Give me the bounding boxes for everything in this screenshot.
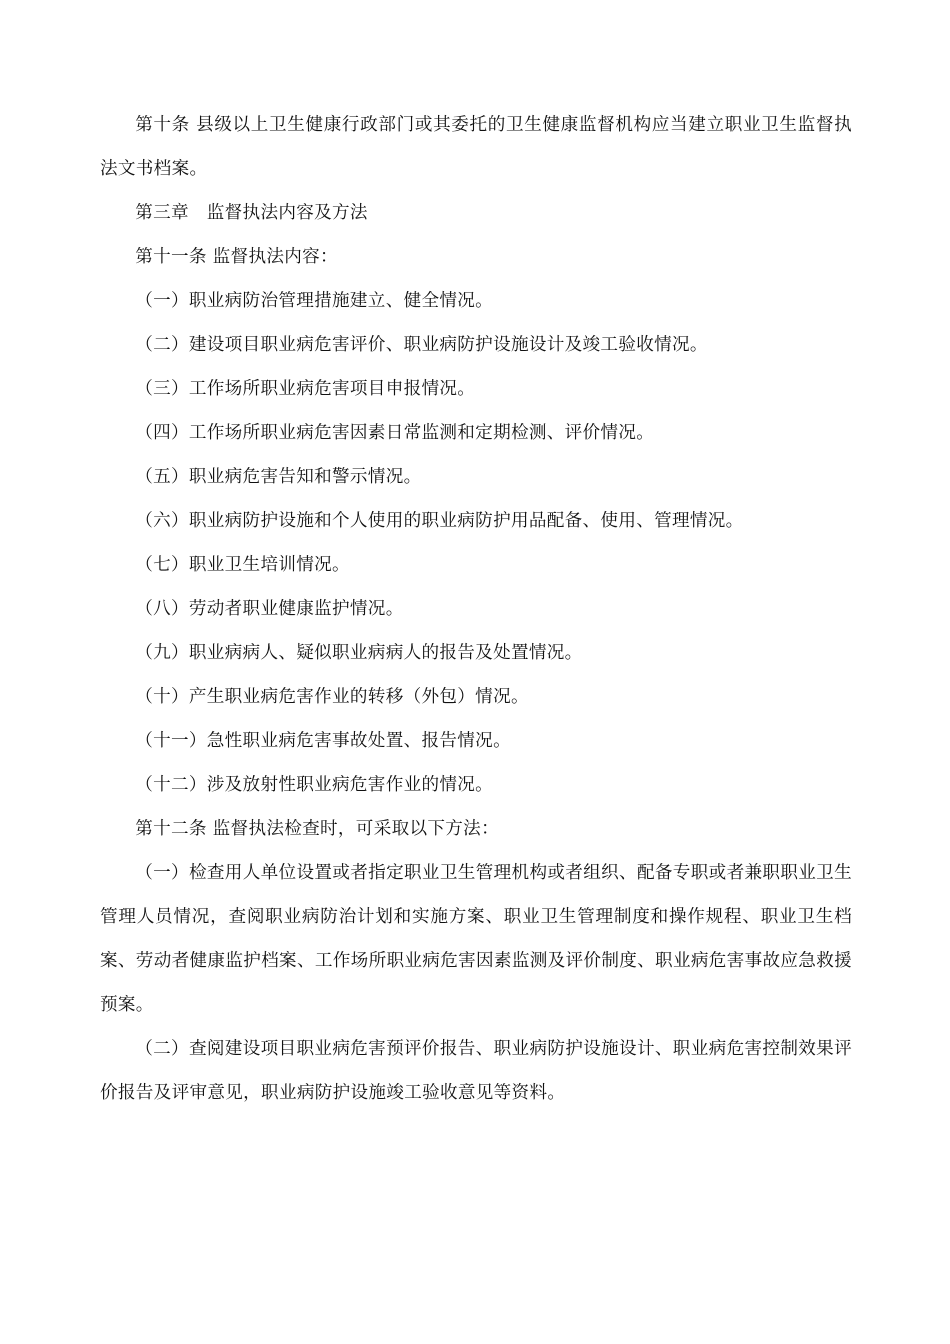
article-11-item-4: （四）工作场所职业病危害因素日常监测和定期检测、评价情况。 bbox=[135, 423, 655, 443]
article-11-item-5: （五）职业病危害告知和警示情况。 bbox=[135, 467, 422, 487]
article-11-item-9: （九）职业病病人、疑似职业病病人的报告及处置情况。 bbox=[135, 643, 583, 663]
article-11-item-10: （十）产生职业病危害作业的转移（外包）情况。 bbox=[135, 687, 529, 707]
article-10-paragraph: 第十条 县级以上卫生健康行政部门或其委托的卫生健康监督机构应当建立职业卫生监督执法文书档案。 bbox=[100, 115, 852, 179]
chapter-3-heading: 第三章 监督执法内容及方法 bbox=[135, 203, 368, 223]
article-12-paragraph: 第十二条 监督执法检查时，可采取以下方法： bbox=[135, 819, 499, 839]
article-11-item-7: （七）职业卫生培训情况。 bbox=[135, 555, 350, 575]
article-11-item-6: （六）职业病防护设施和个人使用的职业病防护用品配备、使用、管理情况。 bbox=[135, 511, 744, 531]
article-11-item-8: （八）劳动者职业健康监护情况。 bbox=[135, 599, 404, 619]
article-12-item-2: （二）查阅建设项目职业病危害预评价报告、职业病防护设施设计、职业病危害控制效果评价报告及评审意见，职业病防护设施竣工验收意见等资料。 bbox=[100, 1039, 852, 1103]
article-11-item-3: （三）工作场所职业病危害项目申报情况。 bbox=[135, 379, 476, 399]
article-11-paragraph: 第十一条 监督执法内容： bbox=[135, 247, 338, 267]
article-11-item-1: （一）职业病防治管理措施建立、健全情况。 bbox=[135, 291, 494, 311]
article-12-item-1: （一）检查用人单位设置或者指定职业卫生管理机构或者组织、配备专职或者兼职职业卫生管理人员情况，查阅职业病防治计划和实施方案、职业卫生管理制度和操作规程、职业卫生档案、劳动者健康监护档案、工作场所职业病危害因素监测及评价制度、职业病危害事故应急救援预案。 bbox=[100, 863, 852, 1015]
article-11-item-12: （十二）涉及放射性职业病危害作业的情况。 bbox=[135, 775, 494, 795]
document-body bbox=[100, 103, 852, 1115]
article-11-item-11: （十一）急性职业病危害事故处置、报告情况。 bbox=[135, 731, 511, 751]
article-11-item-2: （二）建设项目职业病危害评价、职业病防护设施设计及竣工验收情况。 bbox=[135, 335, 708, 355]
